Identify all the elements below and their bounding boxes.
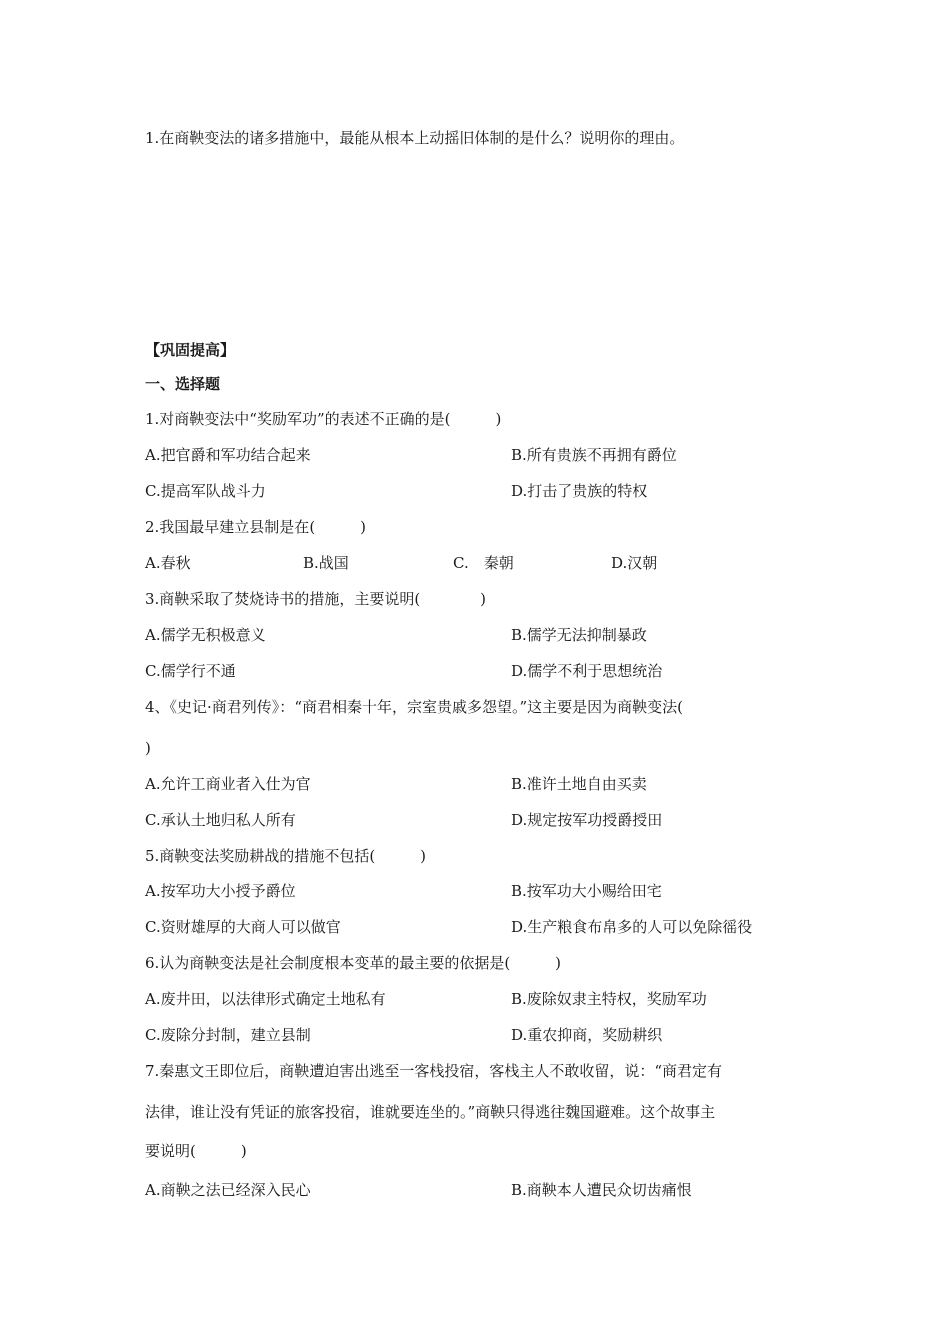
question-7-stem-line-1: 7.秦惠文王即位后，商鞅遭迫害出逃至一客栈投宿，客栈主人不敢收留，说：“商君定有 (145, 1062, 722, 1080)
question-3-option-a: A.儒学无积极意义 (145, 626, 266, 644)
question-7-option-a: A.商鞅之法已经深入民心 (145, 1181, 311, 1199)
question-5-option-b: B.按军功大小赐给田宅 (511, 882, 662, 900)
section-title: 【巩固提高】 (145, 341, 236, 359)
question-2-option-c: C. 秦朝 (453, 554, 514, 572)
question-4-stem-line-2: ) (145, 739, 151, 757)
question-2-option-b: B.战国 (303, 554, 349, 572)
question-4-option-b: B.准许土地自由买卖 (511, 775, 647, 793)
question-3-option-c: C.儒学行不通 (145, 662, 236, 680)
question-3-option-d: D.儒学不利于思想统治 (511, 662, 663, 680)
question-1-stem: 1.对商鞅变法中“奖励军功”的表述不正确的是( ) (145, 410, 502, 428)
question-5-option-d: D.生产粮食布帛多的人可以免除徭役 (511, 918, 753, 936)
question-6-option-c: C.废除分封制，建立县制 (145, 1026, 311, 1044)
question-5-stem: 5.商鞅变法奖励耕战的措施不包括( ) (145, 847, 427, 865)
question-5-option-c: C.资财雄厚的大商人可以做官 (145, 918, 341, 936)
intro-question: 1.在商鞅变法的诸多措施中，最能从根本上动摇旧体制的是什么？说明你的理由。 (145, 129, 685, 147)
question-2-stem: 2.我国最早建立县制是在( ) (145, 518, 367, 536)
question-4-option-d: D.规定按军功授爵授田 (511, 811, 663, 829)
question-7-option-b: B.商鞅本人遭民众切齿痛恨 (511, 1181, 692, 1199)
question-7-stem-line-2: 法律，谁让没有凭证的旅客投宿，谁就要连坐的。”商鞅只得逃往魏国避难。这个故事主 (145, 1103, 716, 1121)
question-3-stem: 3.商鞅采取了焚烧诗书的措施，主要说明( ) (145, 590, 487, 608)
question-6-stem: 6.认为商鞅变法是社会制度根本变革的最主要的依据是( ) (145, 954, 562, 972)
question-3-option-b: B.儒学无法抑制暴政 (511, 626, 647, 644)
question-1-option-a: A.把官爵和军功结合起来 (145, 446, 311, 464)
question-1-option-b: B.所有贵族不再拥有爵位 (511, 446, 677, 464)
question-7-stem-line-3: 要说明( ) (145, 1142, 247, 1160)
question-6-option-b: B.废除奴隶主特权，奖励军功 (511, 990, 707, 1008)
question-2-option-a: A.春秋 (145, 554, 191, 572)
question-4-option-c: C.承认土地归私人所有 (145, 811, 296, 829)
question-2-option-d: D.汉朝 (611, 554, 658, 572)
question-4-option-a: A.允许工商业者入仕为官 (145, 775, 311, 793)
question-1-option-c: C.提高军队战斗力 (145, 482, 266, 500)
question-6-option-a: A.废井田，以法律形式确定土地私有 (145, 990, 386, 1008)
question-5-option-a: A.按军功大小授予爵位 (145, 882, 296, 900)
question-6-option-d: D.重农抑商，奖励耕织 (511, 1026, 663, 1044)
question-4-stem-line-1: 4、《史记·商君列传》：“商君相秦十年，宗室贵戚多怨望。”这主要是因为商鞅变法( (145, 698, 684, 716)
question-1-option-d: D.打击了贵族的特权 (511, 482, 648, 500)
subsection-title: 一、选择题 (145, 375, 221, 393)
